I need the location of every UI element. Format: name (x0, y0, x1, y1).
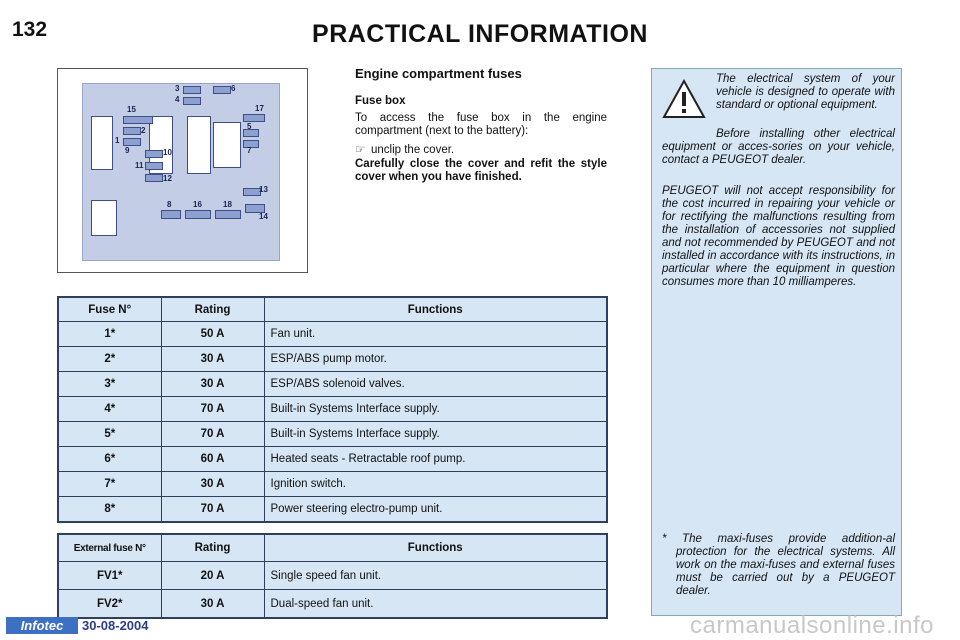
fuse-rating: 30 A (161, 590, 264, 619)
fuse-box-outline (82, 83, 280, 261)
table-row (58, 447, 607, 472)
relay-left (91, 116, 113, 170)
fuse-rating: 70 A (161, 397, 264, 422)
table-row (58, 422, 607, 447)
fuse-16 (185, 210, 211, 219)
intro-text: To access the fuse box in the engine compartment (next to the battery): (355, 112, 607, 137)
fuse-function: Heated seats - Retractable roof pump. (264, 447, 607, 472)
table-row (58, 347, 607, 372)
watermark: carmanualsonline.info (690, 612, 934, 639)
fuse-rating: 30 A (161, 372, 264, 397)
footnote: * The maxi-fuses provide addition-al protection for the electrical systems. All work on the maxi-fuses and external fuses must be carried out by a PEUGEOT dealer. (662, 533, 895, 597)
fuse-number: 2* (58, 347, 161, 372)
fuse-number: 8* (58, 497, 161, 523)
fuse-label: 14 (259, 212, 268, 221)
fuse-rating: 20 A (161, 562, 264, 590)
column-header: Fuse N° (58, 297, 161, 322)
fuse-label: 1 (115, 136, 120, 145)
fuse-11 (145, 162, 163, 170)
fuse-number: 4* (58, 397, 161, 422)
fuse-label: 8 (167, 200, 172, 209)
fuse-function: Fan unit. (264, 322, 607, 347)
fuse-label: 12 (163, 174, 172, 183)
fuse-function: Built-in Systems Interface supply. (264, 422, 607, 447)
fuse-number: 5* (58, 422, 161, 447)
table-row (58, 590, 607, 619)
connector-bottom-left (91, 200, 117, 236)
fuse-label: 2 (141, 126, 146, 135)
sub-heading: Fuse box (355, 95, 406, 107)
fuse-2 (123, 127, 141, 135)
fuse-number: 3* (58, 372, 161, 397)
fuse-10 (145, 150, 163, 158)
relay-right (213, 122, 241, 168)
fuse-function: ESP/ABS pump motor. (264, 347, 607, 372)
fuse-function: Ignition switch. (264, 472, 607, 497)
fuse-15 (123, 116, 153, 124)
fuse-table (57, 296, 608, 523)
column-header: Functions (264, 297, 607, 322)
column-header: External fuse N° (58, 534, 161, 562)
infotec-logo: Infotec (6, 617, 78, 634)
fuse-label: 10 (163, 148, 172, 157)
fuse-18 (215, 210, 241, 219)
instruction-step (355, 142, 454, 156)
fuse-rating: 30 A (161, 347, 264, 372)
fuse-12 (145, 174, 163, 182)
fuse-label: 16 (193, 200, 202, 209)
external-fuse-table (57, 533, 608, 619)
table-row (58, 472, 607, 497)
fuse-label: 4 (175, 95, 180, 104)
fuse-rating: 70 A (161, 497, 264, 523)
table-row (58, 397, 607, 422)
table-row (58, 372, 607, 397)
fuse-function: Built-in Systems Interface supply. (264, 397, 607, 422)
warning-paragraph-1: The electrical system of your vehicle is designed to operate with standard or optional equipment. (716, 73, 895, 111)
column-header: Rating (161, 297, 264, 322)
fuse-rating: 30 A (161, 472, 264, 497)
table-row (58, 322, 607, 347)
fuse-function: Dual-speed fan unit. (264, 590, 607, 619)
footer-date: 30-08-2004 (82, 618, 149, 633)
careful-note: Carefully close the cover and refit the style cover when you have finished. (355, 158, 607, 183)
fuse-17 (243, 114, 265, 122)
fuse-rating: 60 A (161, 447, 264, 472)
fuse-rating: 50 A (161, 322, 264, 347)
table-row (58, 497, 607, 523)
warning-paragraph-2: Before installing other electrical equipment or acces-sories on your vehicle, contact a PEUGEOT dealer. (662, 128, 895, 166)
fuse-label: 11 (135, 161, 144, 170)
fuse-label: 13 (259, 185, 268, 194)
fuse-label: 6 (231, 84, 236, 93)
warning-paragraph-3: PEUGEOT will not accept responsibility for the cost incurred in repairing your vehicle or for rectifying the malfunctions resulting from the installation of accessories not supplied and not recommended by PEUGEOT and not installed in accordance with its instructions, in particular where the equipment in question consumes more than 10 milliamperes. (662, 185, 895, 288)
relay-center-right (187, 116, 211, 174)
page-number: 132 (12, 18, 48, 41)
fuse-4 (183, 97, 201, 105)
fuse-label: 3 (175, 84, 180, 93)
column-header: Functions (264, 534, 607, 562)
fuse-function: Power steering electro-pump unit. (264, 497, 607, 523)
fuse-3 (183, 86, 201, 94)
fuse-number: FV1* (58, 562, 161, 590)
fuse-9 (123, 138, 141, 146)
section-heading: Engine compartment fuses (355, 66, 522, 81)
warning-triangle-icon (662, 79, 706, 119)
fuse-label: 18 (223, 200, 232, 209)
fuse-label: 9 (125, 146, 130, 155)
fuse-number: FV2* (58, 590, 161, 619)
step-text: unclip the cover. (371, 144, 455, 156)
bullet-arrow-icon: ☞ (355, 144, 366, 156)
fuse-number: 6* (58, 447, 161, 472)
fuse-label: 15 (127, 105, 136, 114)
fuse-rating: 70 A (161, 422, 264, 447)
table-row (58, 562, 607, 590)
column-header: Rating (161, 534, 264, 562)
fuse-function: Single speed fan unit. (264, 562, 607, 590)
fuse-label: 17 (255, 104, 264, 113)
page-title: PRACTICAL INFORMATION (312, 20, 648, 48)
fuse-label: 5 (247, 122, 252, 131)
fuse-number: 7* (58, 472, 161, 497)
fuse-box-diagram (57, 68, 308, 273)
table-header-row (58, 534, 607, 562)
fuse-8 (161, 210, 181, 219)
fuse-number: 1* (58, 322, 161, 347)
table-header-row (58, 297, 607, 322)
fuse-6 (213, 86, 231, 94)
fuse-label: 7 (247, 146, 252, 155)
fuse-function: ESP/ABS solenoid valves. (264, 372, 607, 397)
